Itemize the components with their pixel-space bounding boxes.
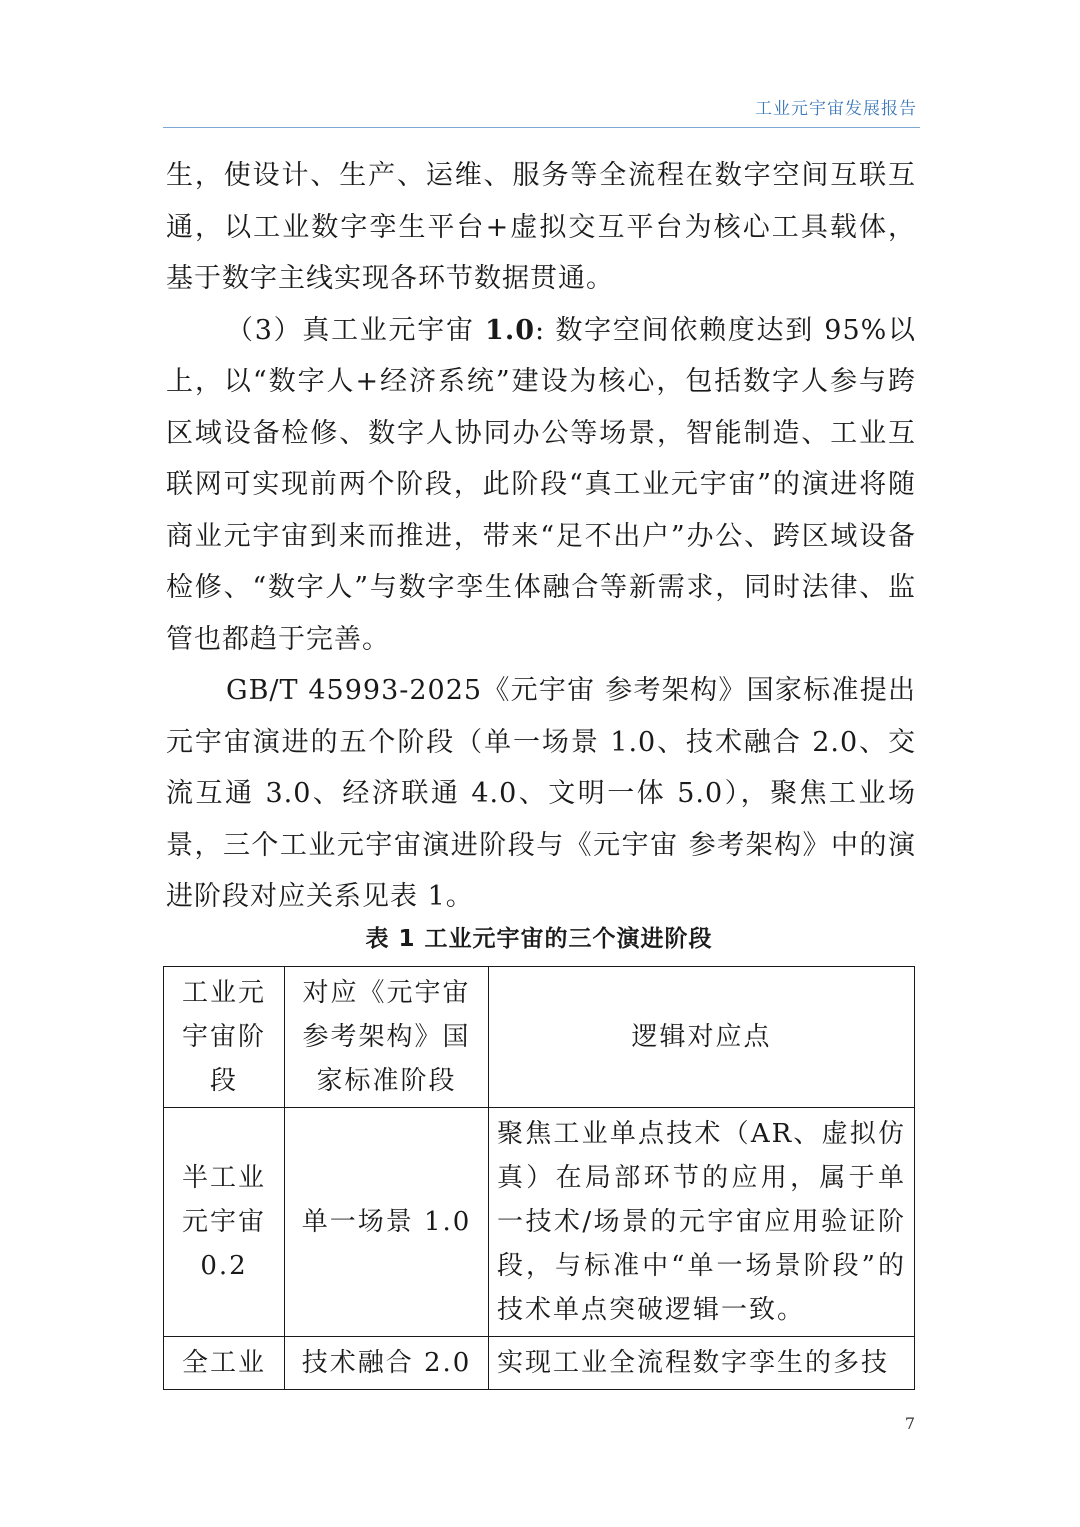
paragraph-stage-3 (166, 305, 916, 666)
header-cell-standard: 对应《元宇宙参考架构》国家标准阶段 (285, 967, 489, 1108)
cell-stage: 全工业 (164, 1337, 285, 1390)
paragraph-continuation: 生，使设计、生产、运维、服务等全流程在数字空间互联互通，以工业数字孪生平台+虚拟交互平台为核心工具载体，基于数字主线实现各环节数据贯通。 (166, 160, 916, 294)
table-row (164, 1108, 915, 1337)
evolution-stage-table (163, 966, 915, 1390)
stage-3-label: （3）真工业元宇宙 (226, 314, 486, 346)
cell-standard: 技术融合 2.0 (285, 1337, 489, 1390)
cell-logic: 实现工业全流程数字孪生的多技 (489, 1337, 915, 1390)
cell-stage: 半工业元宇宙0.2 (164, 1108, 285, 1337)
header-divider (163, 127, 920, 128)
cell-logic: 聚焦工业单点技术（AR、虚拟仿真）在局部环节的应用，属于单一技术/场景的元宇宙应用验证阶段，与标准中“单一场景阶段”的技术单点突破逻辑一致。 (489, 1108, 915, 1337)
table-row (164, 1337, 915, 1390)
page-number: 7 (904, 1414, 915, 1433)
table-caption: 表 1 工业元宇宙的三个演进阶段 (365, 926, 713, 952)
cell-standard: 单一场景 1.0 (285, 1108, 489, 1337)
stage-3-version: 1.0 (485, 314, 536, 346)
header-cell-stage: 工业元宇宙阶段 (164, 967, 285, 1108)
paragraph-standard: GB/T 45993-2025《元宇宙 参考架构》国家标准提出元宇宙演进的五个阶段（单一场景 1.0、技术融合 2.0、交流互通 3.0、经济联通 4.0、文明一体 5.0），聚焦工业场景，三个工业元宇宙演进阶段与《元宇宙 参考架构》中的演进阶段对应关系见表 1。 (166, 675, 916, 912)
table-header-row (164, 967, 915, 1108)
running-header-title: 工业元宇宙发展报告 (755, 99, 917, 119)
stage-3-description: : 数字空间依赖度达到 95%以上，以“数字人+经济系统”建设为核心，包括数字人参与跨区域设备检修、数字人协同办公等场景，智能制造、工业互联网可实现前两个阶段，此阶段“真工业元宇宙”的演进将随商业元宇宙到来而推进，带来“足不出户”办公、跨区域设备检修、“数字人”与数字孪生体融合等新需求，同时法律、监管也都趋于完善。 (166, 314, 916, 655)
header-cell-logic: 逻辑对应点 (489, 967, 915, 1108)
body-text (166, 150, 916, 923)
